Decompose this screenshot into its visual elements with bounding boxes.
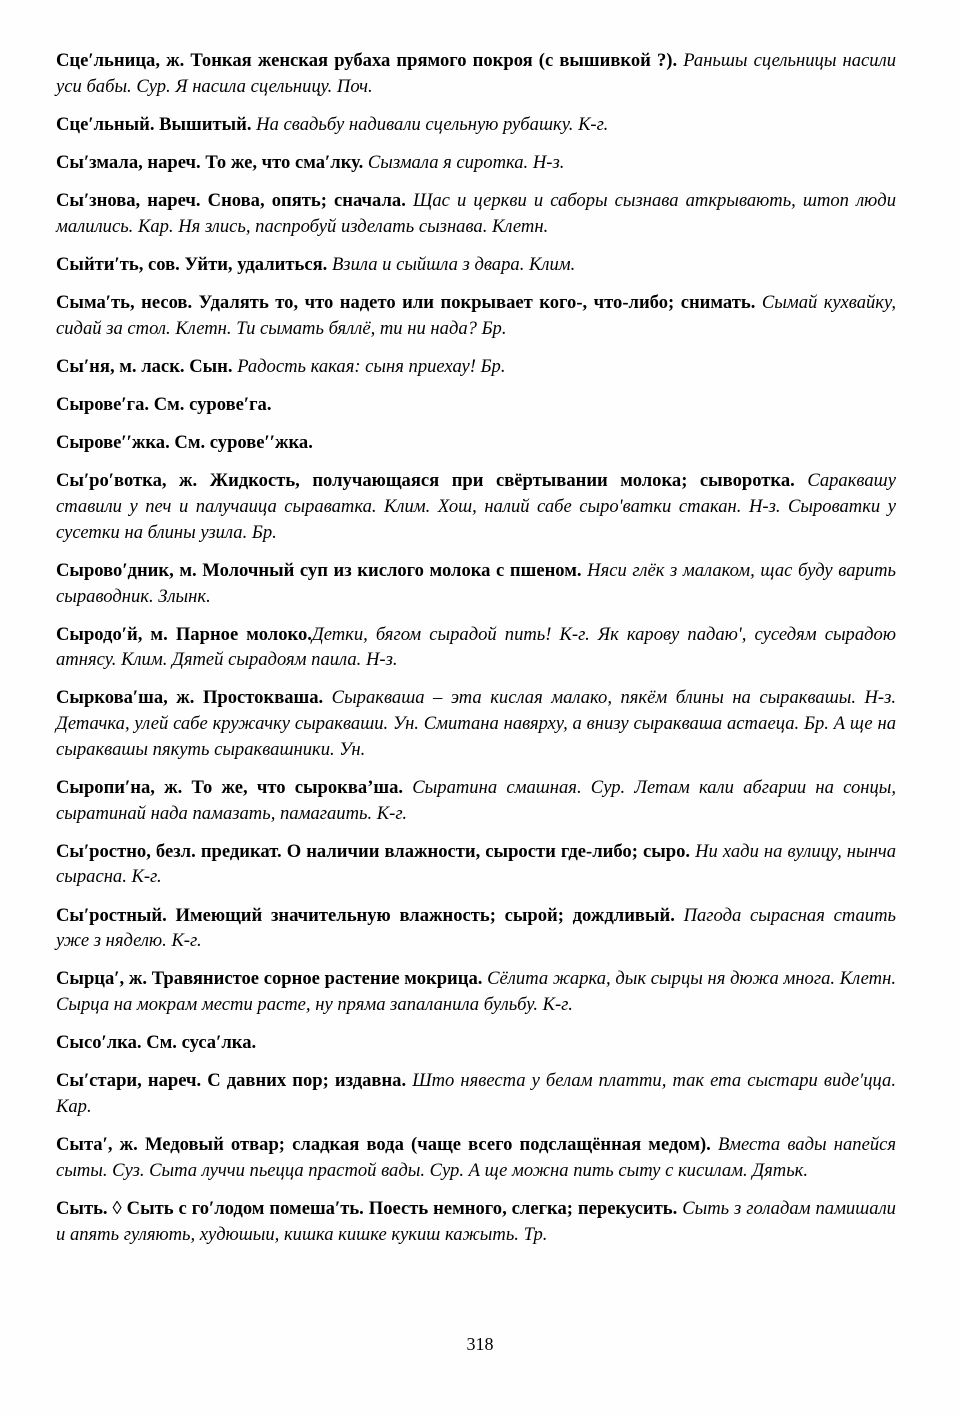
entry-definition: Вышитый. (159, 113, 252, 135)
text-column (56, 48, 896, 1247)
entry-definition: О наличии влажности, сырости где-либо; сыро. (286, 840, 691, 862)
entry-definition: Тонкая женская рубаха прямого покроя (с вышивкой ?). (190, 50, 678, 71)
entry-examples: Сыракваша – эта кислая малако, пякём блины на сыраквашы. Н-з. Детачка, улей сабе кружачку сыракваши. Ун. Смитана навярху, а внизу сыракваша астаеца. Бр. А ще на сыраквашы пякуть сыраквашники. Ун. (56, 687, 897, 760)
entry-headword: Сы′знова, нареч. (56, 190, 201, 212)
entry-definition: Медовый отвар; сладкая вода (чаще всего подслащённая медом). (144, 1134, 711, 1156)
entry-headword: Сыть. (56, 1197, 108, 1219)
entry-definition: Имеющий значительную влажность; сырой; дождливый. (175, 904, 675, 926)
entry-definition: Травянистое сорное растение мокрица. (151, 968, 483, 990)
entry-headword: Сырово′дник, м. (56, 559, 197, 581)
dictionary-entry (56, 775, 896, 826)
entry-definition: Уйти, удалиться. (184, 253, 328, 275)
entry-definition: Простокваша. (202, 687, 324, 709)
dictionary-entry (56, 903, 896, 954)
entry-definition: Парное молоко. (175, 623, 312, 645)
entry-examples: Няси глёк з малаком, щас буду варить сыраводник. Злынк. (56, 559, 896, 607)
entry-examples: Раньшы сцельницы насили уси бабы. Сур. Я насила сцельницу. Поч. (56, 50, 896, 97)
dictionary-entry (56, 1132, 896, 1183)
entry-examples: Пагода сырасная стаить уже з няделю. К-г. (56, 904, 896, 952)
entry-headword: Сырове′′жка. (56, 432, 170, 454)
entry-cross-reference: См. сурове′га. (153, 394, 272, 416)
entry-headword: Сце′льница, ж. (56, 50, 185, 71)
entry-examples: Радость какая: сыня приехау! Бр. (237, 355, 506, 377)
entry-headword: Сы′ня, м. ласк. (56, 355, 185, 377)
entry-definition: Сын. (189, 355, 233, 377)
entry-examples: Што нявеста у белам платти, так ета сыстари виде′цца. Кар. (56, 1070, 896, 1117)
dictionary-entry (56, 354, 896, 380)
entry-headword: Сыйти′ть, сов. (56, 253, 180, 275)
dictionary-entry (56, 966, 896, 1017)
entry-definition: То же, что сма′лку. (205, 151, 364, 173)
dictionary-entry (56, 252, 896, 278)
dictionary-entry (56, 685, 896, 762)
dictionary-entry (56, 1030, 896, 1056)
dictionary-entry (56, 150, 896, 176)
entry-headword: Сырове′га. (56, 394, 150, 416)
entry-definition: Снова, опять; сначала. (207, 190, 406, 212)
dictionary-entry (56, 558, 896, 609)
entry-cross-reference: См. суса′лка. (146, 1032, 257, 1054)
entry-examples: Сыть з голадам памишали и апять гуляють, худюшыи, кишка кишке кукиш кажыть. Тр. (56, 1197, 896, 1245)
entry-headword: Сыродо′й, м. (56, 623, 168, 645)
dictionary-entry (56, 188, 896, 239)
dictionary-entry (56, 622, 896, 673)
entry-headword: Сы′ростно, безл. предикат. (56, 840, 282, 862)
entry-headword: Сысо′лка. (56, 1032, 142, 1054)
entry-examples: Сараквашу ставили у печ и палучаица сыраватка. Клим. Хош, налий сабе сыро'ватки стакан. Н-з. Сыроватки у сусетки на блины узила. Бр. (56, 470, 896, 543)
entry-definition: С давних пор; издавна. (207, 1070, 407, 1092)
entry-headword: Сырца′, ж. (56, 968, 148, 990)
entry-examples: Щас и церкви и саборы сызнава аткрывають, штоп люди малились. Кар. Ня злись, паспробуй изделать сызнава. Клетн. (56, 190, 896, 237)
entry-headword: Сыта′, ж. (56, 1134, 138, 1156)
dictionary-entry (56, 430, 896, 456)
entry-examples: Сёлита жарка, дык сырцы ня дюжа многа. Клетн. Сырца на мокрам мести расте, ну пряма запаланила бульбу. К-г. (56, 968, 896, 1016)
dictionary-entry (56, 839, 896, 890)
dictionary-entry (56, 1196, 896, 1247)
entry-definition: То же, что сырокваʼша. (191, 776, 404, 798)
entry-headword: Сыркова′ша, ж. (56, 687, 195, 709)
entry-examples: Взила и сыйшла з двара. Клим. (331, 253, 576, 275)
entry-examples: На свадьбу надивали сцельную рубашку. К-г. (256, 113, 609, 135)
entry-examples: Сымай кухвайку, сидай за стол. Клетн. Ти сымать бяллё, ти ни нада? Бр. (56, 292, 896, 339)
page-number: 318 (466, 1334, 494, 1354)
entry-cross-reference: См. сурове′′жка. (174, 432, 313, 454)
entry-definition: Жидкость, получающаяся при свёртывании молока; сыворотка. (209, 470, 795, 492)
entry-headword: Сы′змала, нареч. (56, 151, 201, 173)
entry-headword: Сыропи′на, ж. (56, 776, 183, 798)
phraseme-marker-icon: ◊ (112, 1197, 122, 1219)
dictionary-entry (56, 112, 896, 138)
entry-headword: Сы′стари, нареч. (56, 1070, 202, 1092)
entry-headword: Сы′ростный. (56, 904, 167, 926)
entry-definition: Удалять то, что надето или покрывает кого-, что-либо; снимать. (198, 292, 756, 314)
entry-definition: Молочный суп из кислого молока с пшеном. (202, 559, 582, 581)
dictionary-entry (56, 48, 896, 99)
dictionary-entry (56, 1068, 896, 1119)
dictionary-entry (56, 290, 896, 341)
entry-examples: Вместа вады напейся сыты. Суз. Сыта луччи пьецца прастой вады. Сур. А ще можна пить сыту с кисилам. Дятьк. (56, 1134, 897, 1181)
entry-examples: Сызмала я сиротка. Н-з. (367, 151, 565, 173)
dictionary-entry (56, 468, 896, 545)
dictionary-entry (56, 392, 896, 418)
entry-examples: Сыратина смашная. Сур. Летам кали абгарии на сонцы, сыратинай нада памазать, памагаить. К-г. (56, 776, 896, 824)
entry-headword: Сце′льный. (56, 113, 155, 135)
entry-headword: Сы′ро′вотка, ж. (56, 470, 198, 492)
entry-examples: Ни хади на вулицу, нынча сырасна. К-г. (56, 840, 896, 888)
entry-examples: Детки, бягом сырадой пить! К-г. Як карову падаю', суседям сырадою атнясу. Клим. Дятей сырадоям паила. Н-з. (56, 623, 896, 671)
entry-headword: Сыма′ть, несов. (56, 292, 193, 314)
entry-definition: Сыть с го′лодом помеша′ть. Поесть немного, слегка; перекусить. (126, 1197, 678, 1219)
